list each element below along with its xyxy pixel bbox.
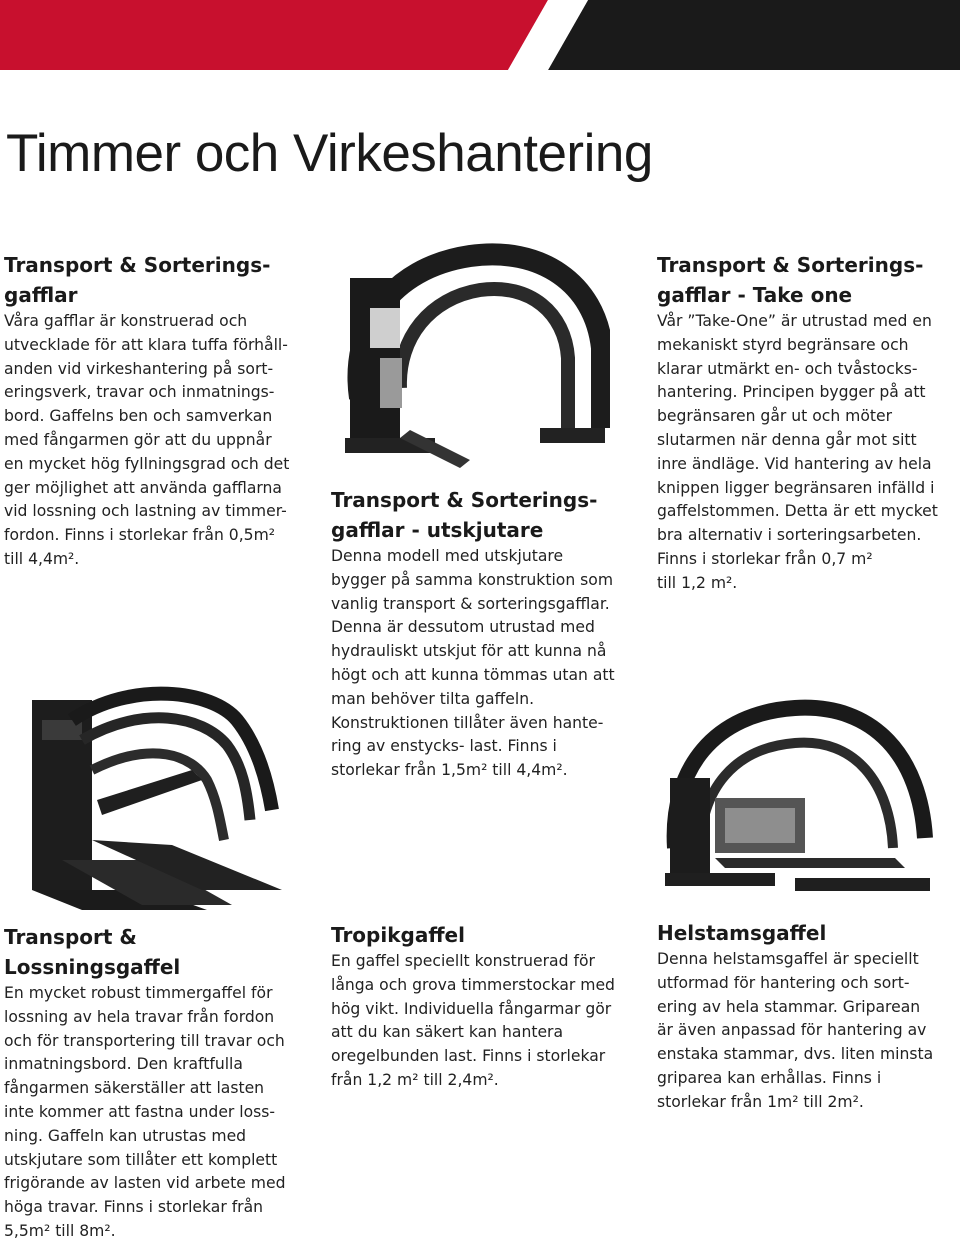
- section-title: Transport & Sorterings- gafflar - Take one: [657, 253, 924, 307]
- section-take-one: [657, 250, 957, 596]
- section-title: Helstamsgaffel: [657, 921, 827, 945]
- section-lossning: [4, 922, 314, 1244]
- section-body: Vår ”Take-One” är utrustad med en mekaniskt styrd begränsare och klarar utmärkt en- och tvåstocks- hantering. Principen bygger på att begränsaren går ut och möter slutarmen när denna går mot sitt inre ändläge. Vid hantering av hela knippen ligger begränsaren infälld i gaffelstommen. Detta är ett mycket bra alternativ i sorteringsarbeten. Finns i storlekar från 0,7 m² till 1,2 m².: [657, 312, 938, 592]
- fork-lossning-image: [2, 660, 308, 918]
- section-body: Våra gafflar är konstruerad och utvecklade för att klara tuffa förhåll- anden vid virkeshantering på sort- eringsverk, travar och inmatnings- bord. Gaffelns ben och samverkan med fångarmen gör att du uppnår en mycket hög fyllningsgrad och det ger möjlighet att använda gafflarna vid lossning och lastning av timmer- fordon. Finns i storlekar från 0,5m² till 4,4m².: [4, 312, 290, 568]
- section-tropik: [331, 920, 641, 1093]
- section-helstam: [657, 918, 957, 1115]
- banner-red-shape: [0, 0, 548, 70]
- section-transport: [4, 250, 314, 572]
- header-banner: [0, 0, 960, 70]
- section-body: En gaffel speciellt konstruerad för långa och grova timmerstockar med hög vikt. Individuella fångarmar gör att du kan säkert kan hantera oregelbunden last. Finns i storlekar från 1,2 m² till 2,4m².: [331, 952, 615, 1089]
- page-title: Timmer och Virkeshantering: [6, 124, 653, 183]
- banner-black-shape: [548, 0, 960, 70]
- fork-utskjutare-image: [340, 238, 610, 476]
- section-title: Tropikgaffel: [331, 923, 465, 947]
- section-body: En mycket robust timmergaffel för lossning av hela travar från fordon och för transportering till travar och inmatningsbord. Den kraftfulla fångarmen säkerställer att lasten inte kommer att fastna under loss- ning. Gaffeln kan utrustas med utskjutare som tillåter ett komplett frigörande av lasten vid arbete med höga travar. Finns i storlekar från 5,5m² till 8m².: [4, 984, 286, 1240]
- section-title: Transport & Sorterings- gafflar: [4, 253, 271, 307]
- section-title: Transport & Sorterings- gafflar - utskjutare: [331, 488, 598, 542]
- section-body: Denna helstamsgaffel är speciellt utformad för hantering och sort- ering av hela stammar. Griparean är även anpassad för hantering av enstaka stammar, dvs. liten minsta griparea kan erhållas. Finns i storlekar från 1m² till 2m².: [657, 950, 934, 1111]
- section-title: Transport & Lossningsgaffel: [4, 925, 181, 979]
- section-utskjutare: [331, 485, 641, 783]
- section-body: Denna modell med utskjutare bygger på samma konstruktion som vanlig transport & sorteringsgafflar. Denna är dessutom utrustad med hydrauliskt utskjut för att kunna nå högt och att kunna tömmas utan att man behöver tilta gaffeln. Konstruktionen tillåter även hante- ring av enstycks- last. Finns i storlekar från 1,5m² till 4,4m².: [331, 547, 615, 780]
- fork-take-one-image: [655, 688, 937, 900]
